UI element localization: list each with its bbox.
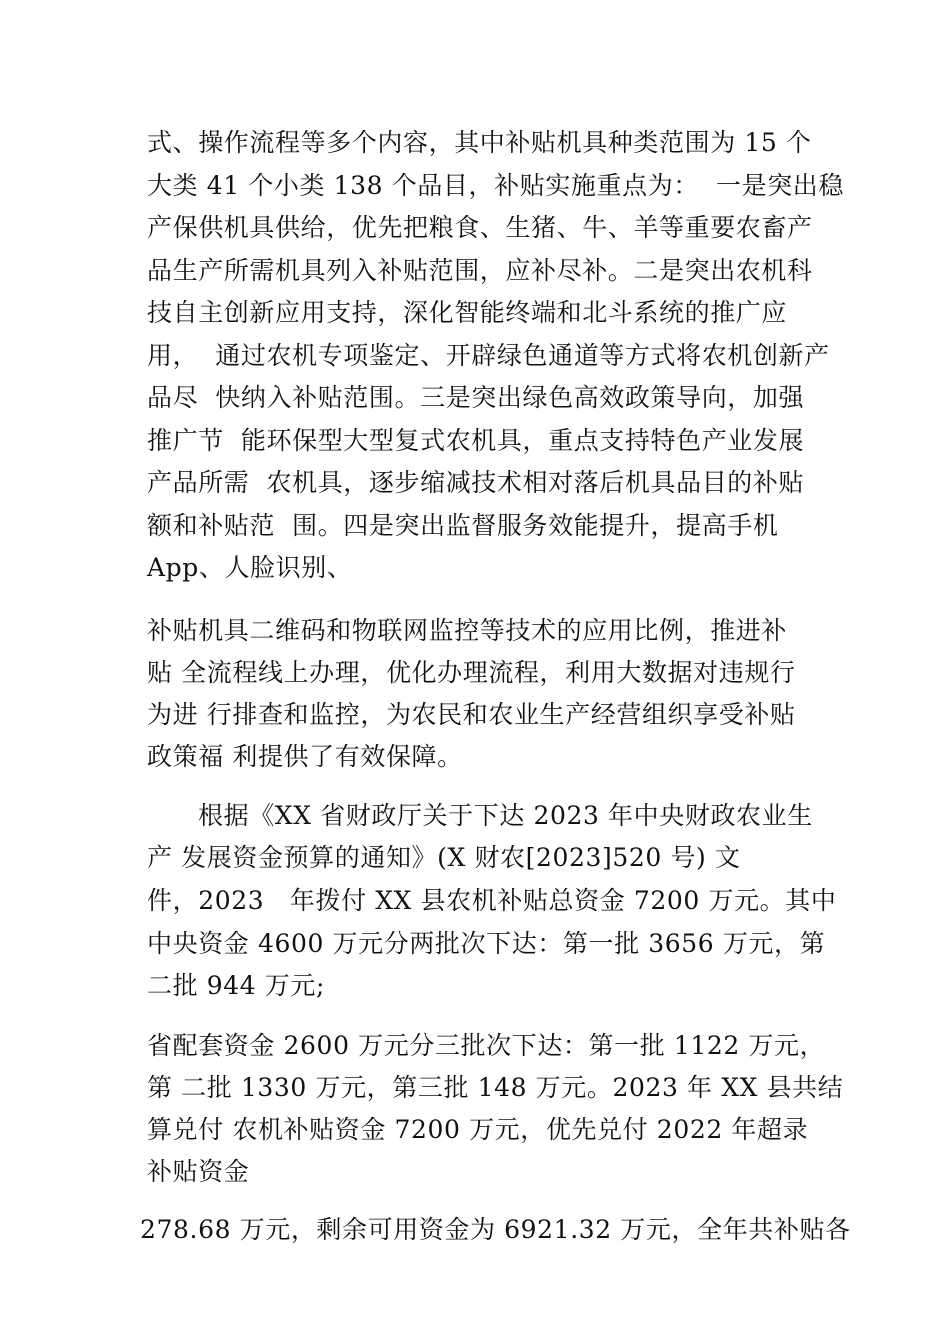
text-line: 件，2023 年拨付 XX 县农机补贴总资金 7200 万元。其中: [147, 886, 837, 915]
text-line: 补贴资金: [147, 1157, 250, 1186]
text-line: 品尽 快纳入补贴范围。三是突出绿色高效政策导向，加强: [147, 383, 805, 412]
text-line: 产 发展资金预算的通知》(X 财农[2023]520 号) 文: [147, 843, 741, 872]
text-line: 为进 行排查和监控，为农民和农业生产经营组织享受补贴: [147, 700, 796, 729]
text-line: 278.68 万元，剩余可用资金为 6921.32 万元，全年共补贴各: [140, 1215, 851, 1244]
text-line: 产品所需 农机具，逐步缩减技术相对落后机具品目的补贴: [147, 468, 805, 497]
text-line: 二批 944 万元;: [147, 971, 326, 1000]
text-line: 算兑付 农机补贴资金 7200 万元，优先兑付 2022 年超录: [147, 1115, 809, 1144]
text-line: 省配套资金 2600 万元分三批次下达：第一批 1122 万元，: [147, 1031, 826, 1060]
text-line: App、人脸识别、: [147, 553, 353, 582]
paragraph-first-line: 根据《XX 省财政厅关于下达 2023 年中央财政农业生: [198, 801, 813, 830]
text-line: 技自主创新应用支持，深化智能终端和北斗系统的推广应: [147, 298, 788, 327]
text-line: 贴 全流程线上办理，优化办理流程，利用大数据对违规行: [147, 658, 796, 687]
text-line: 额和补贴范 围。四是突出监督服务效能提升，提高手机: [147, 511, 779, 540]
text-line: 第 二批 1330 万元，第三批 148 万元。2023 年 XX 县共结: [147, 1073, 844, 1102]
text-line: 品生产所需机具列入补贴范围，应补尽补。二是突出农机科: [147, 256, 813, 285]
text-line: 推广节 能环保型大型复式农机具，重点支持特色产业发展: [147, 426, 805, 455]
text-line: 政策福 利提供了有效保障。: [147, 742, 463, 771]
text-line: 产保供机具供给，优先把粮食、生猪、牛、羊等重要农畜产: [147, 213, 813, 242]
text-line: 用， 通过农机专项鉴定、开辟绿色通道等方式将农机创新产: [147, 341, 830, 370]
text-line: 补贴机具二维码和物联网监控等技术的应用比例，推进补: [147, 616, 788, 645]
text-line: 大类 41 个小类 138 个品目，补贴实施重点为： 一是突出稳: [147, 171, 845, 200]
text-line: 式、操作流程等多个内容，其中补贴机具种类范围为 15 个: [147, 128, 812, 157]
text-line: 中央资金 4600 万元分两批次下达：第一批 3656 万元，第: [147, 929, 826, 958]
